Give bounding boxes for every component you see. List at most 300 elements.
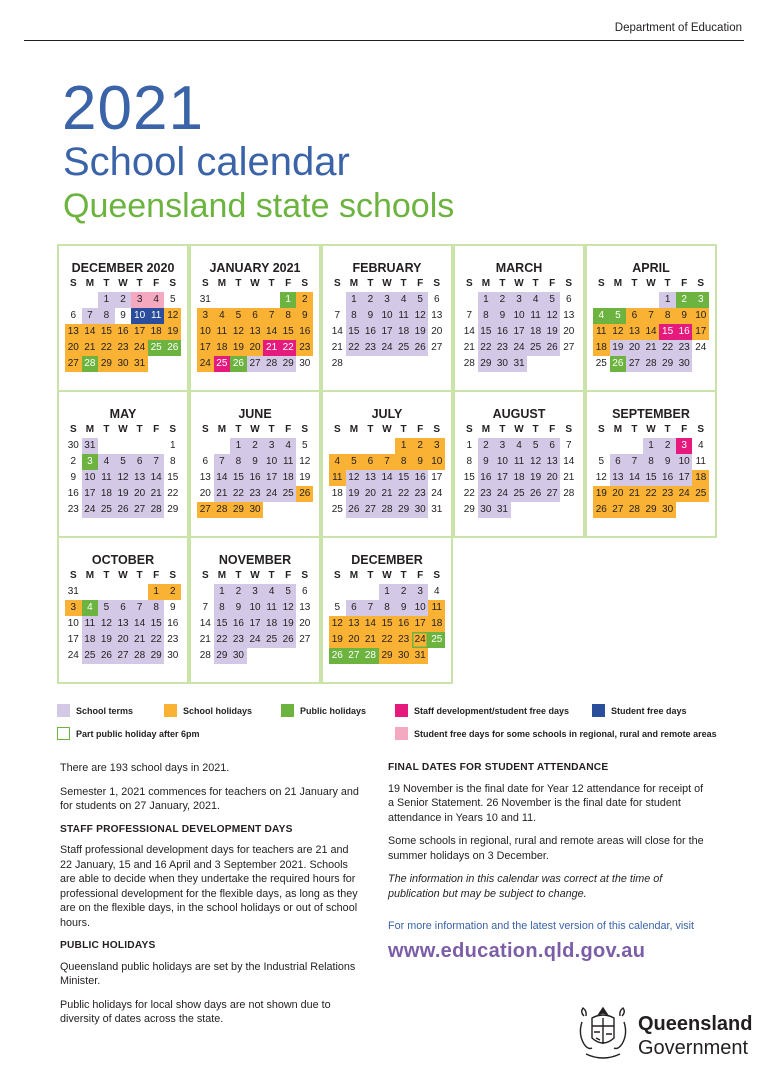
day-cell: 28 xyxy=(82,356,99,372)
legend-item-public xyxy=(281,704,366,717)
day-cell: 16 xyxy=(167,618,179,629)
day-cell: 29 xyxy=(463,504,475,515)
day-cell: 20 xyxy=(346,632,363,648)
day-cell: 16 xyxy=(659,470,676,486)
terms-swatch xyxy=(57,704,70,717)
weekday-label: F xyxy=(285,278,292,289)
weekday-header xyxy=(197,276,313,292)
day-cell: 22 xyxy=(230,486,247,502)
month-name: OCTOBER xyxy=(91,553,155,567)
day-cell: 9 xyxy=(169,602,176,613)
weekday-label: F xyxy=(153,424,160,435)
day-cell: 14 xyxy=(199,618,211,629)
day-cell: 26 xyxy=(412,340,429,356)
day-cell xyxy=(527,502,544,518)
day-cell: 19 xyxy=(412,324,429,340)
legend-label: Staff development/student free days xyxy=(414,705,570,716)
day-cell: 28 xyxy=(626,502,643,518)
day-cell: 4 xyxy=(697,440,704,451)
day-cell: 17 xyxy=(692,324,709,340)
day-cell: 26 xyxy=(230,356,247,372)
weekday-label: T xyxy=(664,278,671,289)
day-cell: 7 xyxy=(82,308,99,324)
week-row xyxy=(197,600,313,616)
day-cell: 11 xyxy=(395,308,412,324)
weekday-label: S xyxy=(333,278,341,289)
weekday-label: M xyxy=(481,278,491,289)
public-holidays-text: Queensland public holidays are set by the Industrial Relations Minister. xyxy=(60,960,356,987)
weekday-label: F xyxy=(417,278,424,289)
day-cell: 19 xyxy=(299,472,311,483)
weekday-label: W xyxy=(118,424,128,435)
day-cell: 14 xyxy=(263,324,280,340)
day-cell: 31 xyxy=(431,504,443,515)
day-cell: 18 xyxy=(511,470,528,486)
month-12 xyxy=(321,536,453,684)
weekday-label: M xyxy=(349,570,359,581)
week-row xyxy=(461,308,577,324)
day-cell xyxy=(379,438,396,454)
day-cell: 20 xyxy=(626,340,643,356)
day-cell: 25 xyxy=(280,486,297,502)
week-row xyxy=(65,616,181,632)
month-0 xyxy=(57,244,189,392)
week-row xyxy=(329,356,445,372)
day-cell: 14 xyxy=(379,470,396,486)
day-cell: 19 xyxy=(610,340,627,356)
day-cell: 7 xyxy=(263,308,280,324)
week-row xyxy=(197,632,313,648)
day-cell xyxy=(395,356,412,372)
day-cell: 11 xyxy=(329,470,346,486)
day-cell: 14 xyxy=(131,616,148,632)
weekday-label: T xyxy=(532,278,539,289)
weekday-label: T xyxy=(103,570,110,581)
day-cell: 24 xyxy=(131,340,148,356)
day-cell: 5 xyxy=(610,308,627,324)
day-cell xyxy=(379,356,396,372)
weekday-label: W xyxy=(382,570,392,581)
day-cell xyxy=(676,502,693,518)
legend-label: Student free days for some schools in regional, rural and remote areas xyxy=(414,728,717,739)
weekday-label: S xyxy=(433,570,441,581)
week-row xyxy=(65,632,181,648)
day-cell: 25 xyxy=(148,340,165,356)
month-4 xyxy=(585,244,717,392)
day-cell xyxy=(230,292,247,308)
weekday-label: F xyxy=(285,424,292,435)
day-cell: 8 xyxy=(230,454,247,470)
website-link[interactable]: www.education.qld.gov.au xyxy=(388,939,646,962)
week-row xyxy=(197,502,313,518)
day-cell: 26 xyxy=(610,356,627,372)
weekday-header xyxy=(329,422,445,438)
day-cell: 8 xyxy=(214,600,231,616)
day-cell: 17 xyxy=(263,470,280,486)
day-cell xyxy=(610,292,627,308)
day-cell: 24 xyxy=(695,342,707,353)
day-cell: 18 xyxy=(280,470,297,486)
week-row xyxy=(329,308,445,324)
day-cell: 15 xyxy=(395,470,412,486)
day-cell: 3 xyxy=(511,292,528,308)
day-cell: 1 xyxy=(214,584,231,600)
day-cell: 19 xyxy=(230,340,247,356)
day-cell: 15 xyxy=(379,616,396,632)
day-cell: 16 xyxy=(494,324,511,340)
day-cell: 27 xyxy=(131,502,148,518)
legend-label: School holidays xyxy=(183,705,253,716)
day-cell: 3 xyxy=(131,292,148,308)
day-cell: 10 xyxy=(412,600,429,616)
month-1 xyxy=(189,244,321,392)
month-name: DECEMBER xyxy=(351,553,423,567)
day-cell xyxy=(362,584,379,600)
day-cell: 29 xyxy=(395,502,412,518)
weekday-label: F xyxy=(417,424,424,435)
day-cell: 20 xyxy=(544,470,561,486)
day-cell: 12 xyxy=(346,470,363,486)
day-cell: 7 xyxy=(379,454,396,470)
day-cell xyxy=(329,292,346,308)
day-cell: 30 xyxy=(659,502,676,518)
weekday-label: F xyxy=(549,278,556,289)
day-cell: 7 xyxy=(362,600,379,616)
final-dates-text: 19 November is the final date for Year 12 attendance for receipt of a Senior Statement. 26 November is the final date for student attendance in Years 10 and 11. xyxy=(388,782,704,824)
day-cell: 22 xyxy=(395,486,412,502)
day-cell: 30 xyxy=(395,648,412,664)
regional-swatch xyxy=(395,727,408,740)
week-row xyxy=(461,324,577,340)
day-cell: 14 xyxy=(463,326,475,337)
day-cell: 7 xyxy=(131,600,148,616)
day-cell: 27 xyxy=(362,502,379,518)
day-cell: 4 xyxy=(148,292,165,308)
day-cell: 17 xyxy=(494,470,511,486)
day-cell: 8 xyxy=(148,600,165,616)
day-cell: 3 xyxy=(428,438,445,454)
day-cell: 4 xyxy=(511,438,528,454)
month-7 xyxy=(321,390,453,538)
day-cell: 19 xyxy=(98,632,115,648)
week-row xyxy=(461,502,577,518)
month-name: JULY xyxy=(371,407,403,421)
week-row xyxy=(593,502,709,518)
weekday-label: T xyxy=(499,278,506,289)
day-cell xyxy=(98,584,115,600)
semester-text: Semester 1, 2021 commences for teachers on 21 January and for students on 27 January, 2021. xyxy=(60,785,359,812)
weekday-header xyxy=(329,276,445,292)
weekday-label: S xyxy=(301,424,309,435)
day-cell: 23 xyxy=(67,504,79,515)
weekday-label: S xyxy=(697,424,705,435)
day-cell: 12 xyxy=(230,324,247,340)
day-cell: 7 xyxy=(334,310,341,321)
day-cell: 2 xyxy=(362,292,379,308)
day-cell: 29 xyxy=(148,648,165,664)
week-row xyxy=(593,486,709,502)
day-cell: 27 xyxy=(299,634,311,645)
day-cell: 28 xyxy=(214,502,231,518)
day-cell: 20 xyxy=(65,340,82,356)
day-cell: 27 xyxy=(431,342,443,353)
weekday-label: S xyxy=(169,278,177,289)
day-cell xyxy=(643,292,660,308)
day-cell: 18 xyxy=(428,616,445,632)
week-row xyxy=(461,486,577,502)
day-cell: 8 xyxy=(379,600,396,616)
weekday-label: W xyxy=(514,424,524,435)
day-cell: 23 xyxy=(395,632,412,648)
weekday-header xyxy=(65,422,181,438)
day-cell: 6 xyxy=(301,586,308,597)
week-row xyxy=(65,454,181,470)
day-cell: 4 xyxy=(82,600,99,616)
weekday-label: F xyxy=(681,278,688,289)
day-cell: 13 xyxy=(626,324,643,340)
day-cell: 10 xyxy=(131,308,148,324)
day-cell: 27 xyxy=(247,356,264,372)
day-cell xyxy=(626,438,643,454)
month-name: SEPTEMBER xyxy=(612,407,690,421)
weekday-label: T xyxy=(400,278,407,289)
day-cell: 2 xyxy=(70,456,77,467)
week-row xyxy=(197,648,313,664)
legend-item-free xyxy=(592,704,687,717)
day-cell: 29 xyxy=(379,648,396,664)
week-row xyxy=(329,486,445,502)
week-row xyxy=(593,356,709,372)
day-cell: 4 xyxy=(98,454,115,470)
day-cell: 8 xyxy=(346,308,363,324)
day-cell xyxy=(560,356,577,372)
day-cell: 17 xyxy=(379,324,396,340)
day-cell: 23 xyxy=(676,340,693,356)
day-cell: 15 xyxy=(346,324,363,340)
day-cell: 14 xyxy=(563,456,575,467)
day-cell: 10 xyxy=(379,308,396,324)
calendar-year: 2021 xyxy=(62,74,204,143)
weekday-label: F xyxy=(549,424,556,435)
day-cell xyxy=(82,292,99,308)
day-cell: 14 xyxy=(643,324,660,340)
day-cell: 24 xyxy=(494,486,511,502)
month-name: APRIL xyxy=(632,261,670,275)
day-cell: 5 xyxy=(412,292,429,308)
day-cell: 28 xyxy=(331,358,343,369)
legend-label: Part public holiday after 6pm xyxy=(76,728,200,739)
day-cell: 12 xyxy=(115,470,132,486)
day-cell: 22 xyxy=(659,340,676,356)
day-cell: 15 xyxy=(230,470,247,486)
week-row xyxy=(329,340,445,356)
day-cell: 28 xyxy=(563,488,575,499)
day-cell: 15 xyxy=(643,470,660,486)
day-cell: 24 xyxy=(676,486,693,502)
weekday-label: M xyxy=(85,278,95,289)
weekday-label: W xyxy=(514,278,524,289)
day-cell: 30 xyxy=(167,650,179,661)
day-cell: 8 xyxy=(478,308,495,324)
day-cell: 26 xyxy=(346,502,363,518)
day-cell: 20 xyxy=(299,618,311,629)
weekday-label: F xyxy=(153,278,160,289)
day-cell: 13 xyxy=(115,616,132,632)
day-cell: 6 xyxy=(565,294,572,305)
week-row xyxy=(329,292,445,308)
day-cell: 10 xyxy=(82,470,99,486)
day-cell xyxy=(280,502,297,518)
day-cell: 16 xyxy=(247,470,264,486)
day-cell: 25 xyxy=(428,632,445,648)
month-10 xyxy=(57,536,189,684)
day-cell: 9 xyxy=(230,600,247,616)
day-cell: 28 xyxy=(263,356,280,372)
day-cell xyxy=(263,292,280,308)
weekday-header xyxy=(593,276,709,292)
weekday-label: M xyxy=(85,424,95,435)
weekday-label: T xyxy=(367,570,374,581)
weekday-label: S xyxy=(301,278,309,289)
staff-pd-heading: STAFF PROFESSIONAL DEVELOPMENT DAYS xyxy=(60,823,293,835)
week-row xyxy=(329,502,445,518)
month-11 xyxy=(189,536,321,684)
weekday-label: M xyxy=(217,424,227,435)
day-cell: 3 xyxy=(412,584,429,600)
weekday-label: T xyxy=(367,424,374,435)
day-cell: 23 xyxy=(478,486,495,502)
day-cell: 5 xyxy=(598,456,605,467)
day-cell: 2 xyxy=(164,584,181,600)
weekday-label: T xyxy=(631,278,638,289)
day-cell: 5 xyxy=(346,454,363,470)
day-cell: 29 xyxy=(659,356,676,372)
day-cell: 2 xyxy=(395,584,412,600)
day-cell: 26 xyxy=(115,502,132,518)
day-cell: 23 xyxy=(230,632,247,648)
day-cell: 12 xyxy=(412,308,429,324)
week-row xyxy=(593,292,709,308)
day-cell xyxy=(560,502,577,518)
week-row xyxy=(65,340,181,356)
holidays-swatch xyxy=(164,704,177,717)
day-cell: 1 xyxy=(169,440,176,451)
day-cell: 30 xyxy=(230,648,247,664)
day-cell: 6 xyxy=(433,294,440,305)
day-cell: 7 xyxy=(643,308,660,324)
day-cell: 15 xyxy=(280,324,297,340)
day-cell: 30 xyxy=(494,356,511,372)
day-cell: 16 xyxy=(296,324,313,340)
day-cell xyxy=(362,356,379,372)
day-cell xyxy=(280,648,297,664)
partial-swatch xyxy=(57,727,70,740)
day-cell: 1 xyxy=(280,292,297,308)
day-cell: 28 xyxy=(131,648,148,664)
header-divider xyxy=(24,40,744,41)
day-cell: 9 xyxy=(120,310,126,321)
day-cell xyxy=(461,292,478,308)
day-cell: 8 xyxy=(659,308,676,324)
day-cell: 5 xyxy=(115,454,132,470)
day-cell: 8 xyxy=(466,456,473,467)
day-cell: 25 xyxy=(82,648,99,664)
week-row xyxy=(329,600,445,616)
day-cell: 13 xyxy=(563,310,575,321)
day-cell: 21 xyxy=(379,486,396,502)
day-cell: 18 xyxy=(82,632,99,648)
day-cell: 30 xyxy=(115,356,132,372)
week-row xyxy=(65,324,181,340)
day-cell xyxy=(511,502,528,518)
day-cell: 4 xyxy=(593,308,610,324)
day-cell: 10 xyxy=(511,308,528,324)
day-cell: 3 xyxy=(692,292,709,308)
weekday-label: T xyxy=(235,424,242,435)
day-cell: 31 xyxy=(494,502,511,518)
weekday-label: W xyxy=(250,278,260,289)
weekday-label: S xyxy=(169,424,177,435)
day-cell: 1 xyxy=(659,292,676,308)
day-cell xyxy=(527,356,544,372)
day-cell: 6 xyxy=(544,438,561,454)
week-row xyxy=(65,502,181,518)
day-cell: 9 xyxy=(247,454,264,470)
weekday-label: W xyxy=(250,424,260,435)
day-cell: 14 xyxy=(148,470,165,486)
day-cell: 30 xyxy=(67,440,79,451)
month-name: JANUARY 2021 xyxy=(209,261,301,275)
weekday-label: F xyxy=(285,570,292,581)
day-cell xyxy=(247,292,264,308)
day-cell: 27 xyxy=(626,356,643,372)
day-cell xyxy=(544,356,561,372)
regional-close-text: Some schools in regional, rural and remote areas will close for the summer holidays on 3 December. xyxy=(388,835,704,862)
day-cell: 18 xyxy=(395,324,412,340)
day-cell xyxy=(131,438,148,454)
day-cell: 9 xyxy=(494,308,511,324)
day-cell: 30 xyxy=(676,356,693,372)
day-cell xyxy=(214,438,231,454)
day-cell: 30 xyxy=(299,358,311,369)
calendar-grid xyxy=(57,244,719,690)
day-cell: 20 xyxy=(431,326,443,337)
day-cell xyxy=(115,438,132,454)
day-cell: 25 xyxy=(692,486,709,502)
weekday-label: M xyxy=(217,570,227,581)
page-title: School calendar xyxy=(63,140,350,184)
day-cell: 9 xyxy=(478,454,495,470)
more-info-text: For more information and the latest version of this calendar, visit xyxy=(388,920,695,932)
day-cell: 16 xyxy=(478,470,495,486)
day-cell: 13 xyxy=(346,616,363,632)
day-cell: 23 xyxy=(115,340,132,356)
weekday-label: T xyxy=(235,278,242,289)
day-cell: 16 xyxy=(67,488,79,499)
day-cell: 18 xyxy=(692,470,709,486)
day-cell: 1 xyxy=(379,584,396,600)
day-cell: 1 xyxy=(98,292,115,308)
day-cell: 12 xyxy=(98,616,115,632)
month-name: NOVEMBER xyxy=(218,553,292,567)
day-cell: 10 xyxy=(247,600,264,616)
day-cell xyxy=(247,648,264,664)
weekday-label: F xyxy=(681,424,688,435)
day-cell: 10 xyxy=(67,618,79,629)
day-cell: 28 xyxy=(362,648,379,664)
week-row xyxy=(65,308,181,324)
day-cell: 3 xyxy=(82,454,99,470)
